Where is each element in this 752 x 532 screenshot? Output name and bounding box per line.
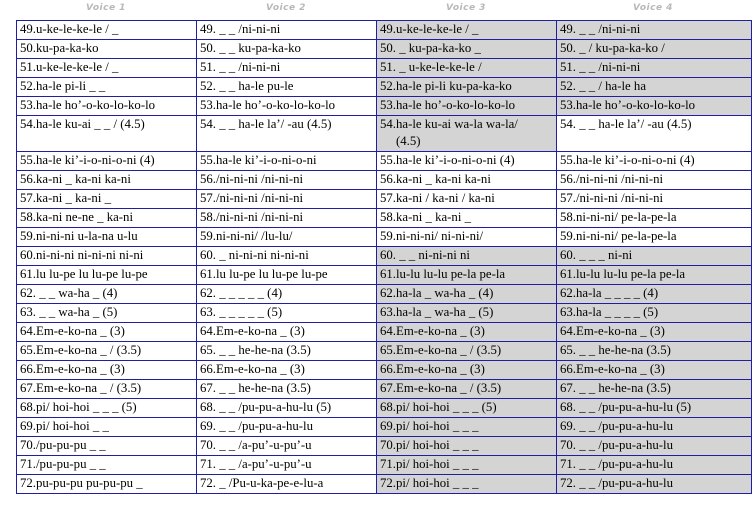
voice-1-cell: 60.ni-ni-ni ni-ni-ni ni-ni [17,247,197,266]
voice-2-cell: 70. _ _ /a-pu’-u-pu’-u [197,437,377,456]
voice-2-cell: 54. _ _ ha-le la’/ -au (4.5) [197,116,377,152]
table-row [17,40,752,59]
voice-3-cell: 60. _ _ ni-ni-ni ni [377,247,557,266]
voice-2-cell: 62. _ _ _ _ _ (4) [197,285,377,304]
voice-3-cell: 68.pi/ hoi-hoi _ _ _ (5) [377,399,557,418]
voice-2-heading: Voice 2 [266,3,306,13]
voice-1-cell: 66.Em-e-ko-na _ (3) [17,361,197,380]
voice-3-cell: 50. _ ku-pa-ka-ko _ [377,40,557,59]
voice-2-cell: 71. _ _ /a-pu’-u-pu’-u [197,456,377,475]
voice-1-cell: 55.ha-le ki’-i-o-ni-o-ni (4) [17,152,197,171]
table-row [17,97,752,116]
voice-1-cell: 54.ha-le ku-ai _ _ / (4.5) [17,116,197,152]
voice-1-heading: Voice 1 [86,3,126,13]
voice-2-cell: 66.Em-e-ko-na _ (3) [197,361,377,380]
voice-4-cell: 67. _ _ he-he-na (3.5) [557,380,752,399]
voice-4-cell: 68. _ _ /pu-pu-a-hu-lu (5) [557,399,752,418]
voice-2-cell: 67. _ _ he-he-na (3.5) [197,380,377,399]
voice-2-cell: 69. _ _ /pu-pu-a-hu-lu [197,418,377,437]
voice-header [16,0,749,20]
table-row [17,59,752,78]
voice-2-cell: 63. _ _ _ _ _ (5) [197,304,377,323]
table-row [17,380,752,399]
table-row [17,285,752,304]
table-row [17,361,752,380]
voice-3-cell: 52.ha-le pi-li ku-pa-ka-ko [377,78,557,97]
voice-3-cell: 58.ka-ni _ ka-ni _ [377,209,557,228]
table-row [17,266,752,285]
voice-3-cell: 62.ha-la _ wa-ha _ (4) [377,285,557,304]
voice-3-cell: 72.pi/ hoi-hoi _ _ _ [377,475,557,494]
voice-4-cell: 71. _ _ /pu-pu-a-hu-lu [557,456,752,475]
table-row [17,190,752,209]
voice-4-cell: 66.Em-e-ko-na _ (3) [557,361,752,380]
voice-3-cell: 67.Em-e-ko-na _ / (3.5) [377,380,557,399]
voice-2-cell: 60. _ ni-ni-ni ni-ni-ni [197,247,377,266]
voice-4-cell: 70. _ _ /pu-pu-a-hu-lu [557,437,752,456]
voice-1-cell: 52.ha-le pi-li _ _ [17,78,197,97]
voice-2-cell: 72. _ /Pu-u-ka-pe-e-lu-a [197,475,377,494]
voice-1-cell: 50.ku-pa-ka-ko [17,40,197,59]
voice-4-cell: 55.ha-le ki’-i-o-ni-o-ni (4) [557,152,752,171]
voice-4-cell: 57./ni-ni-ni /ni-ni-ni [557,190,752,209]
table-row [17,78,752,97]
chant-score-body [17,21,752,494]
table-row [17,171,752,190]
voice-1-cell: 70./pu-pu-pu _ _ [17,437,197,456]
voice-1-cell: 72.pu-pu-pu pu-pu-pu _ [17,475,197,494]
voice-3-cell: 66.Em-e-ko-na _ (3) [377,361,557,380]
voice-4-cell: 64.Em-e-ko-na _ (3) [557,323,752,342]
voice-3-cell: 64.Em-e-ko-na _ (3) [377,323,557,342]
voice-3-cell: 56.ka-ni _ ka-ni ka-ni [377,171,557,190]
voice-4-cell: 69. _ _ /pu-pu-a-hu-lu [557,418,752,437]
voice-3-cell: 55.ha-le ki’-i-o-ni-o-ni (4) [377,152,557,171]
table-row [17,21,752,40]
voice-4-cell: 58.ni-ni-ni/ pe-la-pe-la [557,209,752,228]
voice-1-cell: 51.u-ke-le-ke-le / _ [17,59,197,78]
voice-1-cell: 57.ka-ni _ ka-ni _ [17,190,197,209]
voice-1-cell: 61.lu lu-pe lu lu-pe lu-pe [17,266,197,285]
voice-3-cell: 69.pi/ hoi-hoi _ _ _ [377,418,557,437]
voice-2-cell: 57./ni-ni-ni /ni-ni-ni [197,190,377,209]
table-row [17,228,752,247]
voice-1-cell: 71./pu-pu-pu _ _ [17,456,197,475]
voice-4-cell: 72. _ _ /pu-pu-a-hu-lu [557,475,752,494]
voice-1-cell: 64.Em-e-ko-na _ (3) [17,323,197,342]
voice-4-cell: 63.ha-la _ _ _ _ (5) [557,304,752,323]
voice-2-cell: 52. _ _ ha-le pu-le [197,78,377,97]
voice-3-cell: 70.pi/ hoi-hoi _ _ _ [377,437,557,456]
table-row [17,116,752,152]
table-row [17,418,752,437]
voice-4-cell: 52. _ _ / ha-le ha [557,78,752,97]
table-row [17,456,752,475]
voice-2-cell: 53.ha-le ho’-o-ko-lo-ko-lo [197,97,377,116]
voice-2-cell: 59.ni-ni-ni/ /lu-lu/ [197,228,377,247]
voice-2-cell: 68. _ _ /pu-pu-a-hu-lu (5) [197,399,377,418]
table-row [17,209,752,228]
voice-2-cell: 64.Em-e-ko-na _ (3) [197,323,377,342]
table-row [17,247,752,266]
voice-4-cell: 59.ni-ni-ni/ pe-la-pe-la [557,228,752,247]
table-row [17,475,752,494]
table-row [17,152,752,171]
voice-1-cell: 59.ni-ni-ni u-la-na u-lu [17,228,197,247]
voice-1-cell: 58.ka-ni ne-ne _ ka-ni [17,209,197,228]
voice-4-cell: 51. _ _ /ni-ni-ni [557,59,752,78]
table-row [17,304,752,323]
voice-3-cell: 63.ha-la _ wa-ha _ (5) [377,304,557,323]
voice-1-cell: 65.Em-e-ko-na _ / (3.5) [17,342,197,361]
voice-4-cell: 49. _ _ /ni-ni-ni [557,21,752,40]
voice-1-cell: 63. _ _ wa-ha _ (5) [17,304,197,323]
voice-3-cell: 57.ka-ni / ka-ni / ka-ni [377,190,557,209]
voice-2-cell: 55.ha-le ki’-i-o-ni-o-ni [197,152,377,171]
voice-1-cell: 69.pi/ hoi-hoi _ _ [17,418,197,437]
voice-2-cell: 49. _ _ /ni-ni-ni [197,21,377,40]
voice-1-cell: 67.Em-e-ko-na _ / (3.5) [17,380,197,399]
voice-3-cell: 53.ha-le ho’-o-ko-lo-ko-lo [377,97,557,116]
voice-1-cell: 62. _ _ wa-ha _ (4) [17,285,197,304]
voice-4-cell: 61.lu-lu lu-lu pe-la pe-la [557,266,752,285]
voice-2-cell: 50. _ _ ku-pa-ka-ko [197,40,377,59]
voice-3-cell: 65.Em-e-ko-na _ / (3.5) [377,342,557,361]
voice-2-cell: 65. _ _ he-he-na (3.5) [197,342,377,361]
voice-4-cell: 65. _ _ he-he-na (3.5) [557,342,752,361]
voice-2-cell: 61.lu lu-pe lu lu-pe lu-pe [197,266,377,285]
voice-3-cell: 61.lu-lu lu-lu pe-la pe-la [377,266,557,285]
voice-3-cell: 49.u-ke-le-ke-le / _ [377,21,557,40]
voice-4-cell: 62.ha-la _ _ _ _ (4) [557,285,752,304]
voice-1-cell: 53.ha-le ho’-o-ko-lo-ko-lo [17,97,197,116]
voice-2-cell: 51. _ _ /ni-ni-ni [197,59,377,78]
voice-3-cell: 59.ni-ni-ni/ ni-ni-ni/ [377,228,557,247]
voice-4-cell: 60. _ _ _ ni-ni [557,247,752,266]
table-row [17,323,752,342]
table-row [17,437,752,456]
voice-3-cell: 71.pi/ hoi-hoi _ _ _ [377,456,557,475]
voice-1-cell: 68.pi/ hoi-hoi _ _ _ (5) [17,399,197,418]
table-row [17,342,752,361]
voice-4-cell: 53.ha-le ho’-o-ko-lo-ko-lo [557,97,752,116]
voice-2-cell: 58./ni-ni-ni /ni-ni-ni [197,209,377,228]
voice-4-heading: Voice 4 [633,3,673,13]
voice-1-cell: 56.ka-ni _ ka-ni ka-ni [17,171,197,190]
voice-3-cell: 51. _ u-ke-le-ke-le / [377,59,557,78]
voice-4-cell: 56./ni-ni-ni /ni-ni-ni [557,171,752,190]
table-row [17,399,752,418]
voice-4-cell: 54. _ _ ha-le la’/ -au (4.5) [557,116,752,152]
voice-2-cell: 56./ni-ni-ni /ni-ni-ni [197,171,377,190]
voice-3-cell: 54.ha-le ku-ai wa-la wa-la/ (4.5) [377,116,557,152]
voice-4-cell: 50. _ / ku-pa-ka-ko / [557,40,752,59]
chant-score-table [16,20,752,494]
voice-1-cell: 49.u-ke-le-ke-le / _ [17,21,197,40]
voice-3-heading: Voice 3 [446,3,486,13]
